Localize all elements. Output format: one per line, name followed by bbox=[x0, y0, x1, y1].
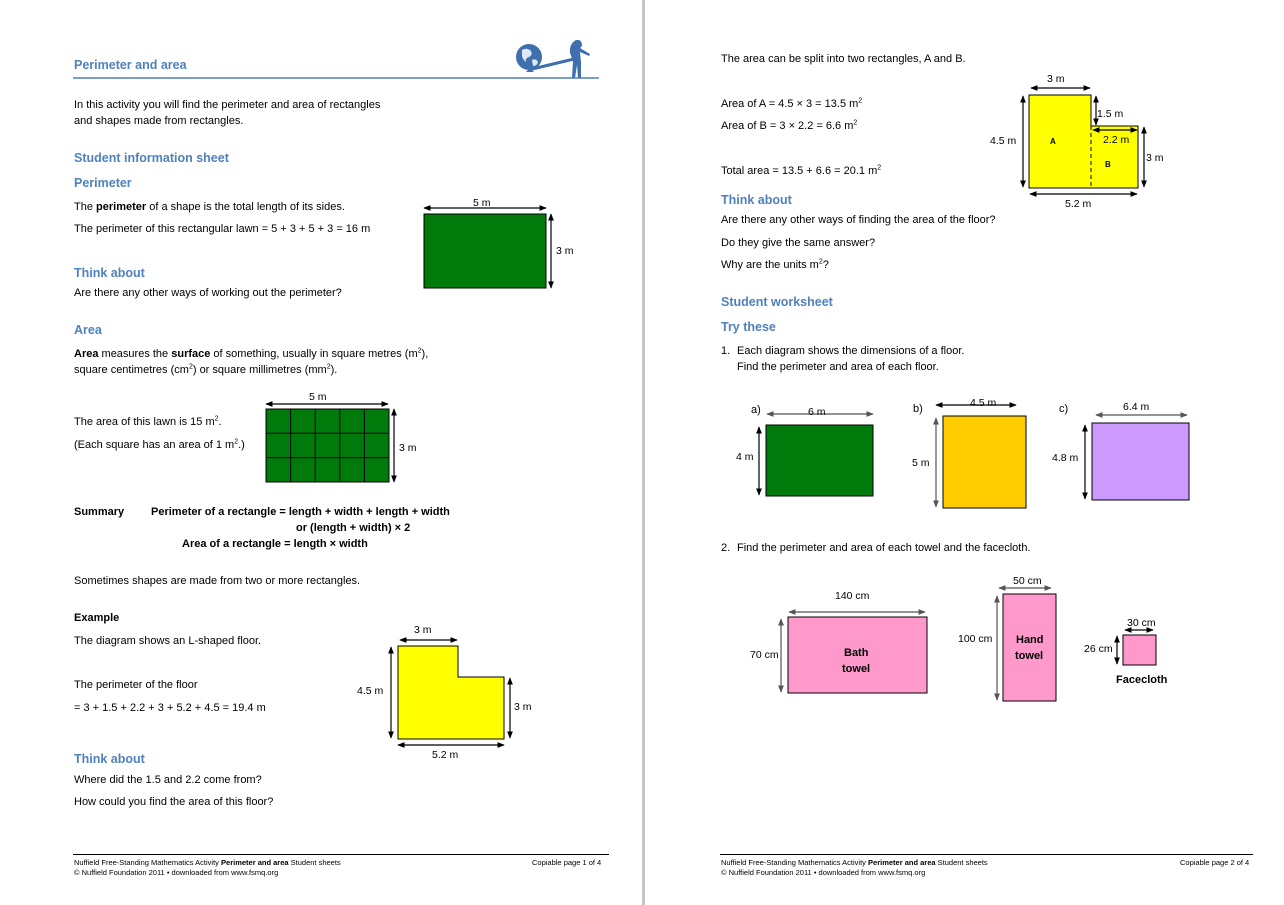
worksheet-heading: Student worksheet bbox=[721, 295, 833, 309]
text: ). bbox=[330, 364, 338, 376]
text: Area of A = 4.5 × 3 = 13.5 m bbox=[721, 98, 859, 110]
think-about-heading-3: Think about bbox=[721, 193, 792, 207]
perimeter-term: perimeter bbox=[96, 201, 147, 213]
summary-perimeter-formula: Perimeter of a rectangle = length + width + length + width bbox=[151, 506, 450, 518]
bath-towel-height: 70 cm bbox=[750, 649, 779, 661]
superscript: 2 bbox=[853, 119, 858, 127]
try-these-heading: Try these bbox=[721, 320, 776, 334]
footer-page-number-2: Copiable page 2 of 4 bbox=[1180, 858, 1250, 867]
l-right-label: 3 m bbox=[514, 701, 532, 713]
think-about-heading-2: Think about bbox=[74, 752, 145, 766]
split-top-label: 3 m bbox=[1047, 73, 1065, 85]
split-step-label: 1.5 m bbox=[1097, 108, 1124, 120]
split-bottom-label: 5.2 m bbox=[1065, 198, 1092, 210]
floor-a-height: 4 m bbox=[736, 451, 754, 463]
summary-label: Summary bbox=[74, 506, 125, 518]
hand-towel-height: 100 cm bbox=[958, 633, 993, 645]
footer-line-2-p2: © Nuffield Foundation 2011 • downloaded from www.fsmq.org bbox=[721, 868, 926, 877]
perimeter-definition bbox=[74, 199, 345, 215]
example-line-1: The diagram shows an L-shaped floor. bbox=[74, 635, 262, 647]
total-area-calc bbox=[721, 163, 881, 179]
superscript: 2 bbox=[188, 363, 193, 371]
question-1-line-2: Find the perimeter and area of each floor. bbox=[737, 361, 939, 373]
l-bottom-label: 5.2 m bbox=[432, 749, 459, 761]
floor-c-label: c) bbox=[1059, 403, 1069, 415]
floor-b-width: 4.5 m bbox=[970, 397, 997, 409]
hand-towel-name-2: towel bbox=[1015, 650, 1044, 662]
summary-area-formula: Area of a rectangle = length × width bbox=[182, 538, 368, 550]
question-1-number: 1. bbox=[721, 345, 731, 357]
footer-line-1 bbox=[74, 858, 341, 868]
example-heading: Example bbox=[74, 612, 120, 624]
area-b-calc bbox=[721, 118, 857, 134]
lawn-height-label: 3 m bbox=[556, 245, 574, 257]
summary-perimeter-alt: or (length + width) × 2 bbox=[296, 522, 411, 534]
floor-a-width: 6 m bbox=[808, 406, 826, 418]
superscript: 2 bbox=[234, 438, 239, 446]
text: Area of B = 3 × 2.2 = 6.6 m bbox=[721, 120, 854, 132]
document-title: Perimeter and area bbox=[74, 58, 187, 72]
text: square centimetres (cm bbox=[74, 364, 189, 376]
hand-towel-width: 50 cm bbox=[1013, 575, 1042, 587]
text: . bbox=[218, 416, 222, 428]
region-b-label: B bbox=[1105, 160, 1111, 169]
think-about-heading: Think about bbox=[74, 266, 145, 280]
floor-a-label: a) bbox=[751, 404, 761, 416]
lawn-grid-diagram bbox=[262, 392, 412, 492]
question-1-line-1: Each diagram shows the dimensions of a floor. bbox=[737, 345, 965, 357]
superscript: 2 bbox=[214, 415, 219, 423]
area-a-calc bbox=[721, 96, 862, 112]
superscript: 2 bbox=[417, 347, 422, 355]
area-definition-line-2 bbox=[74, 362, 337, 378]
example-line-3: = 3 + 1.5 + 2.2 + 3 + 5.2 + 4.5 = 19.4 m bbox=[74, 702, 266, 714]
think-question-2: How could you find the area of this floor? bbox=[74, 796, 274, 808]
intro-line-2: and shapes made from rectangles. bbox=[74, 115, 244, 127]
intro-line-1: In this activity you will find the perimeter and area of rectangles bbox=[74, 99, 381, 111]
grid-height-label: 3 m bbox=[399, 442, 417, 454]
text: .) bbox=[238, 439, 245, 451]
split-left-label: 4.5 m bbox=[990, 135, 1017, 147]
bath-towel-width: 140 cm bbox=[835, 590, 870, 602]
shapes-note: Sometimes shapes are made from two or more rectangles. bbox=[74, 575, 361, 587]
think-question: Are there any other ways of working out the perimeter? bbox=[74, 287, 342, 299]
floor-b-label: b) bbox=[913, 403, 923, 415]
split-inner-label: 2.2 m bbox=[1103, 134, 1130, 146]
think-question-3: Are there any other ways of finding the area of the floor? bbox=[721, 214, 996, 226]
page-divider bbox=[642, 0, 645, 905]
think-question-5 bbox=[721, 257, 829, 273]
superscript: 2 bbox=[877, 164, 882, 172]
text: Perimeter and area bbox=[221, 858, 289, 867]
floor-c-width: 6.4 m bbox=[1123, 401, 1150, 413]
l-top-label: 3 m bbox=[414, 624, 432, 636]
footer-rule bbox=[73, 854, 609, 855]
bath-towel-name-2: towel bbox=[842, 663, 871, 675]
facecloth-height: 26 cm bbox=[1084, 643, 1113, 655]
l-shaped-floor-diagram bbox=[380, 630, 530, 750]
text: The bbox=[74, 201, 97, 213]
superscript: 2 bbox=[818, 258, 823, 266]
think-question-4: Do they give the same answer? bbox=[721, 237, 876, 249]
area-definition-line-1 bbox=[74, 346, 428, 362]
floor-c-height: 4.8 m bbox=[1052, 452, 1079, 464]
text: Nuffield Free-Standing Mathematics Activity bbox=[721, 858, 869, 867]
split-right-label: 3 m bbox=[1146, 152, 1164, 164]
text: ), bbox=[421, 348, 429, 360]
text: measures the bbox=[98, 348, 172, 360]
text: Nuffield Free-Standing Mathematics Activity bbox=[74, 858, 222, 867]
split-intro: The area can be split into two rectangles, A and B. bbox=[721, 53, 966, 65]
area-heading: Area bbox=[74, 323, 102, 337]
text: The area of this lawn is 15 m bbox=[74, 416, 215, 428]
text: ) or square millimetres (mm bbox=[192, 364, 327, 376]
student-info-heading: Student information sheet bbox=[74, 151, 229, 165]
text: ? bbox=[822, 259, 829, 271]
question-2-text: Find the perimeter and area of each towel and the facecloth. bbox=[737, 542, 1031, 554]
facecloth-width: 30 cm bbox=[1127, 617, 1156, 629]
l-left-label: 4.5 m bbox=[357, 685, 384, 697]
lawn-width-label: 5 m bbox=[473, 197, 491, 209]
footer-rule-2 bbox=[720, 854, 1253, 855]
text: (Each square has an area of 1 m bbox=[74, 439, 235, 451]
text: Perimeter and area bbox=[868, 858, 936, 867]
text: Student sheets bbox=[288, 858, 341, 867]
example-line-2: The perimeter of the floor bbox=[74, 679, 198, 691]
lawn-area-text bbox=[74, 414, 222, 430]
surface-term: surface bbox=[171, 348, 211, 360]
split-floor-diagram bbox=[1010, 78, 1170, 203]
text: Student sheets bbox=[935, 858, 988, 867]
square-area-text bbox=[74, 437, 245, 453]
perimeter-example: The perimeter of this rectangular lawn = 5 + 3 + 5 + 3 = 16 m bbox=[74, 223, 371, 235]
superscript: 2 bbox=[326, 363, 331, 371]
text: Why are the units m bbox=[721, 259, 819, 271]
floor-b-height: 5 m bbox=[912, 457, 930, 469]
footer-page-number: Copiable page 1 of 4 bbox=[532, 858, 602, 867]
area-term: Area bbox=[74, 348, 99, 360]
hand-towel-name-1: Hand bbox=[1016, 634, 1044, 646]
footer-line-2: © Nuffield Foundation 2011 • downloaded from www.fsmq.org bbox=[74, 868, 279, 877]
region-a-label: A bbox=[1050, 137, 1056, 146]
grid-width-label: 5 m bbox=[309, 391, 327, 403]
nuffield-logo-icon bbox=[514, 38, 604, 80]
footer-line-1-p2 bbox=[721, 858, 988, 868]
text: Total area = 13.5 + 6.6 = 20.1 m bbox=[721, 165, 878, 177]
text: of a shape is the total length of its sides. bbox=[146, 201, 345, 213]
question-2-number: 2. bbox=[721, 542, 731, 554]
superscript: 2 bbox=[858, 97, 863, 105]
facecloth-name: Facecloth bbox=[1116, 674, 1168, 686]
perimeter-heading: Perimeter bbox=[74, 176, 132, 190]
think-question-1: Where did the 1.5 and 2.2 come from? bbox=[74, 774, 262, 786]
bath-towel-name-1: Bath bbox=[844, 647, 869, 659]
text: of something, usually in square metres (m bbox=[210, 348, 418, 360]
